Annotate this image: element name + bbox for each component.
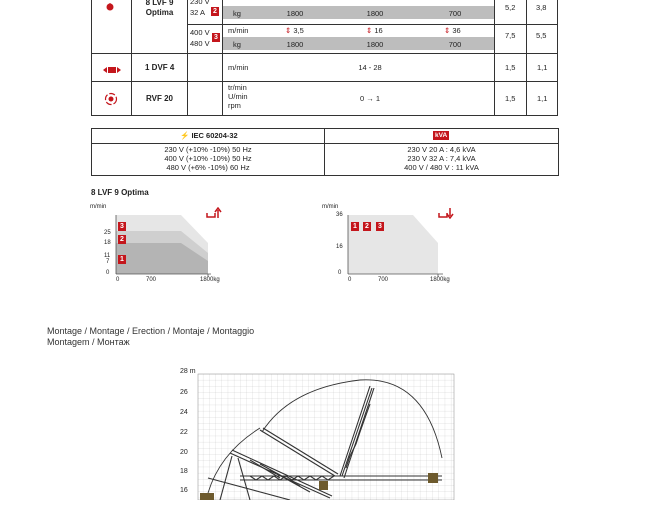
hoist-winch-icon — [104, 0, 116, 10]
range-row2: 14 - 28 — [358, 63, 382, 72]
erection-ytick-18: 18 — [180, 468, 188, 475]
model-1dvf4: 1 DVF 4 — [145, 63, 175, 72]
row3-v1: 1,5 — [505, 94, 516, 103]
xtick-700-right: 700 — [378, 277, 389, 283]
kg-b-3: 700 — [448, 40, 462, 49]
row2-v2: 1,1 — [537, 63, 548, 72]
kva-header: kVA — [435, 132, 448, 139]
montage-line-1: Montage / Montage / Erection / Montaje / Montaggio — [47, 326, 255, 336]
col-b-1: 7,5 — [505, 31, 516, 40]
row2-v1: 1,5 — [505, 63, 516, 72]
col-a-2: 3,8 — [536, 3, 547, 12]
ytick-18: 18 — [104, 240, 111, 246]
kva-line-1: 230 V 20 A : 4,6 kVA — [407, 145, 476, 154]
hoist-down-icon — [438, 206, 454, 224]
unit-kg-2: kg — [233, 40, 241, 49]
erection-ytick-28: 28 m — [180, 368, 196, 375]
ytick-11: 11 — [104, 253, 111, 259]
row3-v2: 1,1 — [537, 94, 548, 103]
voltage-400: 400 V — [190, 28, 210, 37]
charts-title: 8 LVF 9 Optima — [91, 188, 149, 197]
kg-b-2: 1800 — [366, 40, 384, 49]
model-rvf20: RVF 20 — [146, 94, 173, 103]
speed-b-3: ⇕ 36 — [444, 26, 461, 35]
kg-a-1: 1800 — [286, 9, 304, 18]
ytick-0-right: 0 — [338, 270, 342, 276]
ytick-36-right: 36 — [336, 212, 343, 218]
amp-32: 32 A — [190, 8, 206, 17]
xtick-0: 0 — [116, 277, 120, 283]
voltage-230: 230 V — [190, 0, 210, 6]
unit-kg: kg — [233, 9, 241, 18]
model-8lvf9: 8 LVF 9 — [145, 0, 174, 7]
curve-label-3-right: 3 — [376, 222, 384, 231]
curve-label-1-right: 1 — [351, 222, 359, 231]
unit-mmin: m/min — [228, 26, 249, 35]
ytick-16-right: 16 — [336, 244, 343, 250]
supply-line-3: 480 V (+6% -10%) 60 Hz — [166, 163, 250, 172]
kg-b-1: 1800 — [286, 40, 304, 49]
mark-3-badge: 3 — [212, 33, 220, 42]
supply-line-2: 400 V (+10% -10%) 50 Hz — [164, 154, 252, 163]
xtick-0-right: 0 — [348, 277, 352, 283]
col-b-2: 5,5 — [536, 31, 547, 40]
kg-a-3: 700 — [448, 9, 462, 18]
mark-2-badge: 2 — [211, 7, 219, 16]
erection-ytick-16: 16 — [180, 487, 188, 494]
erection-diagram — [160, 368, 460, 500]
unit-rpm: tr/min U/min rpm — [228, 83, 248, 110]
speed-b-1: ⇕ 3,5 — [285, 26, 304, 35]
ylabel-left: m/min — [90, 204, 107, 210]
unit-mmin-row2: m/min — [228, 63, 249, 72]
curve-label-3: 3 — [118, 222, 126, 231]
xtick-1800-right: 1800kg — [430, 277, 450, 283]
ytick-0: 0 — [106, 270, 110, 276]
ytick-25: 25 — [104, 230, 111, 236]
ytick-7: 7 — [106, 259, 110, 265]
power-table — [91, 128, 559, 176]
trolley-icon — [103, 62, 121, 80]
montage-line-2: Montagem / Монтаж — [47, 337, 130, 347]
erection-ytick-20: 20 — [180, 449, 188, 456]
kva-line-3: 400 V / 480 V : 11 kVA — [404, 163, 479, 172]
erection-ytick-22: 22 — [180, 429, 188, 436]
curve-label-2: 2 — [118, 235, 126, 244]
kva-line-2: 230 V 32 A : 7,4 kVA — [407, 154, 476, 163]
erection-ytick-24: 24 — [180, 409, 188, 416]
hoist-speed-chart-down — [318, 203, 468, 293]
curve-label-1: 1 — [118, 255, 126, 264]
hoist-speed-chart-up — [86, 203, 236, 293]
supply-line-1: 230 V (+10% -10%) 50 Hz — [164, 145, 252, 154]
slewing-icon — [104, 92, 118, 111]
erection-ytick-26: 26 — [180, 389, 188, 396]
voltage-480: 480 V — [190, 39, 210, 48]
kg-a-2: 1800 — [366, 9, 384, 18]
iec-header: ⚡ IEC 60204-32 — [180, 131, 238, 140]
curve-label-2-right: 2 — [363, 222, 371, 231]
plug-icon: ⚡ — [180, 131, 190, 140]
xtick-700: 700 — [146, 277, 157, 283]
speed-b-2: ⇕ 16 — [366, 26, 383, 35]
range-row3: 0 → 1 — [359, 94, 380, 103]
xtick-1800: 1800kg — [200, 277, 220, 283]
hoist-up-icon — [206, 206, 222, 224]
ylabel-right: m/min — [322, 204, 339, 210]
col-a-1: 5,2 — [505, 3, 516, 12]
model-optima: Optima — [145, 8, 174, 17]
